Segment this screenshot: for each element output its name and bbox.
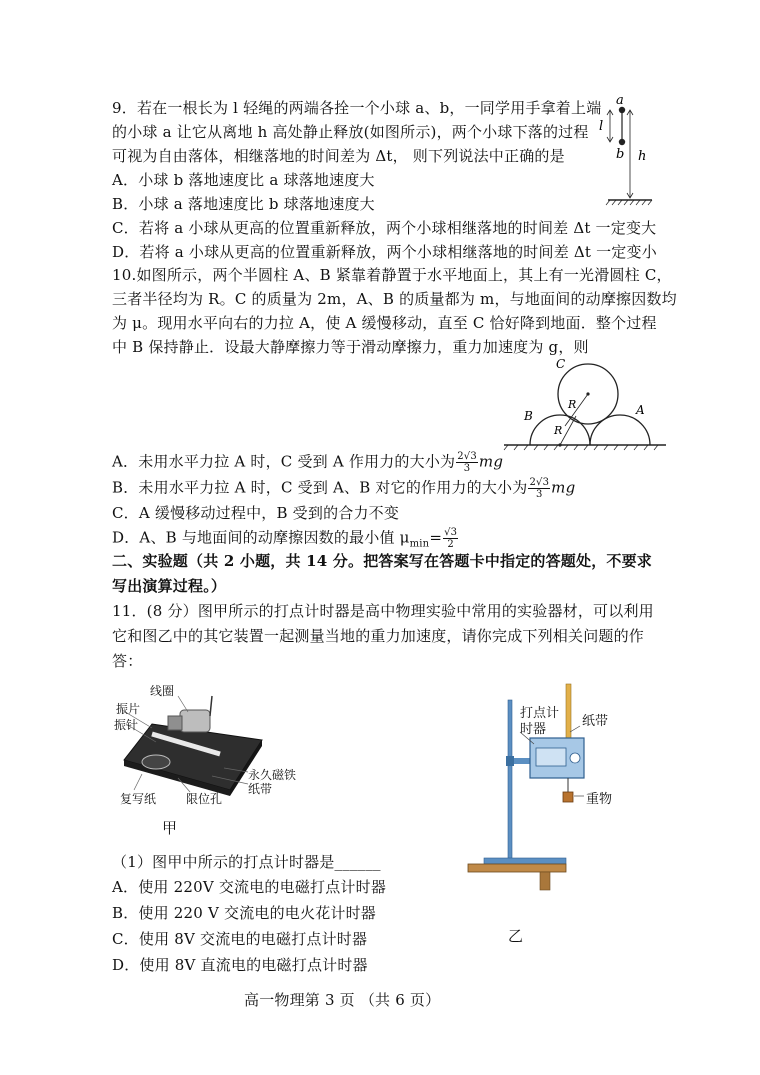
q10-option-a-text: A．未用水平力拉 A 时，C 受到 A 作用力的大小为 [112,452,456,471]
yi-caption: 乙 [508,927,524,945]
yi-weight [563,792,573,802]
q9-ball-b [619,139,625,145]
q10-label-r1: R [568,398,577,411]
jia-caption: 甲 [162,819,178,837]
q10-option-d-eq: = [429,528,443,547]
q9-label-l: l [599,119,604,134]
section2-heading-line1: 二、实验题（共 2 小题，共 14 分。把答案写在答题卡中指定的答题处，不要求 [112,552,653,570]
yi-label-timer-2: 时器 [520,722,547,737]
page-footer: 高一物理第 3 页 （共 6 页） [244,991,441,1009]
q10-option-c: C．A 缓慢移动过程中，B 受到的合力不变 [112,504,400,522]
q10-frac-num-b: 2√3 [529,477,550,488]
section2-heading-line2: 写出演算过程。） [112,577,227,595]
q11-stem-line3: 答： [112,652,143,670]
q11-stem-line2: 它和图乙中的其它装置一起测量当地的重力加速度，请你完成下列相关问题的作 [112,627,645,645]
q9-label-b: b [616,147,625,162]
q10-stem-line2: 三者半径均为 R。C 的质量为 2m，A、B 的质量都为 m，与地面间的动摩擦因数均 [112,290,677,308]
q9-option-c: C．若将 a 小球从更高的位置重新释放，两个小球相继落地的时间差 Δt 一定变大 [112,219,657,237]
yi-label-weight: 重物 [586,792,613,807]
q11-option-d: D．使用 8V 直流电的电磁打点计时器 [112,956,368,974]
q11-option-b: B．使用 220 V 交流电的电火花计时器 [112,904,376,922]
q10-frac2-den: 2 [447,539,454,550]
carbon-disc [142,755,170,769]
q9-label-h: h [638,149,647,164]
q11-option-a: A．使用 220V 交流电的电磁打点计时器 [112,878,387,896]
q10-label-a: A [636,403,645,417]
jia-label-vib-plate: 振片 [116,702,141,716]
q11-sub1: （1）图甲中所示的打点计时器是______ [112,853,381,871]
q10-frac-den-a: 3 [463,463,471,474]
q9-option-d: D．若将 a 小球从更高的位置重新释放，两个小球相继落地的时间差 Δt 一定变小 [112,243,657,261]
q10-option-d-sub: min [409,538,430,550]
q10-option-a [112,451,503,474]
jia-label-tape: 纸带 [248,782,273,796]
q10-frac2-num: √3 [444,527,458,538]
yi-label-tape: 纸带 [582,714,609,729]
q10-option-b-text: B．未用水平力拉 A 时，C 受到 A、B 对它的作用力的大小为 [112,478,528,497]
q10-frac-den-b: 3 [536,489,543,500]
jia-label-limit-hole: 限位孔 [186,792,223,806]
q10-option-b [112,477,575,500]
q10-frac-num-a: 2√3 [457,451,477,462]
q9-option-b: B．小球 a 落地速度比 b 球落地速度大 [112,195,375,213]
q10-option-b-tail: mg [551,478,576,497]
q10-option-d-text: D．A、B 与地面间的动摩擦因数的最小值 μ [112,528,410,547]
q10-half-cylinder-a [590,415,650,445]
q10-label-b: B [524,409,533,423]
q10-cylinders-figure [500,354,670,454]
q10-label-r2: R [554,424,563,437]
q11-stem-line1: 11．(8 分）图甲所示的打点计时器是高中物理实验中常用的实验器材，可以利用 [112,602,654,620]
q10-stem-line3: 为 μ。现用水平向右的力拉 A，使 A 缓慢移动，直至 C 恰好降到地面．整个过程 [112,314,657,332]
jia-label-carbon: 复写纸 [120,792,157,806]
q10-option-a-tail: mg [478,452,504,471]
q10-label-c: C [556,357,566,371]
jia-label-coil: 线圈 [150,684,175,698]
yi-stand-rod [508,700,512,862]
jia-label-vib-needle: 振针 [114,718,139,732]
q11-option-c: C．使用 8V 交流电的电磁打点计时器 [112,930,368,948]
q9-option-a: A．小球 b 落地速度比 a 球落地速度大 [112,171,375,189]
jia-label-magnet: 永久磁铁 [248,768,297,782]
q9-stem-line2: 的小球 a 让它从离地 h 高处静止释放(如图所示)，两个小球下落的过程 [112,123,589,141]
yi-base [484,858,566,864]
q9-falling-balls-figure [596,94,666,212]
yi-table [468,864,566,872]
timer-coil [180,710,210,732]
q9-label-a: a [616,94,624,108]
q10-stem-line4: 中 B 保持静止．设最大静摩擦力等于滑动摩擦力，重力加速度为 g，则 [112,338,589,356]
q9-stem-line3: 可视为自由落体，相继落地的时间差为 Δt， 则下列说法中正确的是 [112,147,565,165]
q9-stem-line1: 9．若在一根长为 l 轻绳的两端各拴一个小球 a、b，一同学用手拿着上端 [112,99,602,117]
q10-stem-line1: 10.如图所示，两个半圆柱 A、B 紧靠着静置于水平地面上，其上有一光滑圆柱 C， [112,266,672,284]
yi-label-timer-1: 打点计 [520,706,560,721]
